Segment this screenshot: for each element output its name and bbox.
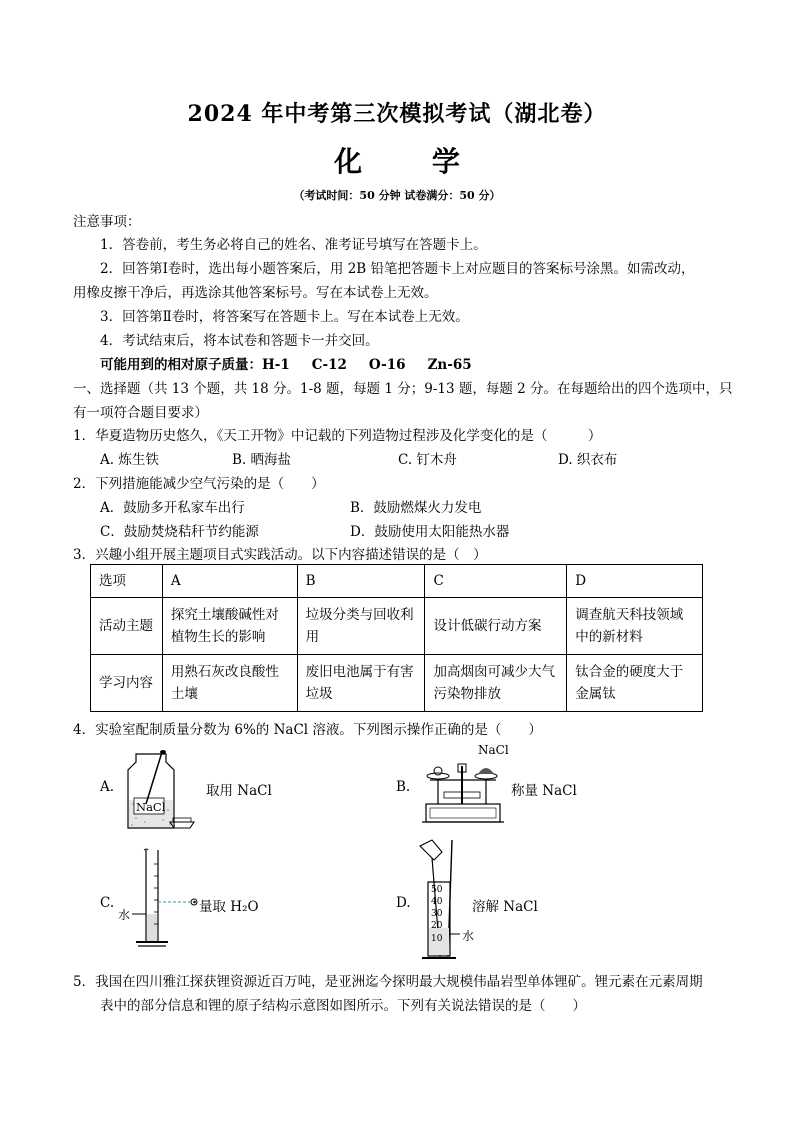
- q4-option-d-label: 水: [462, 929, 475, 943]
- q4-option-a-caption: 取用 NaCl: [206, 783, 272, 799]
- q4-option-b-label: NaCl: [478, 743, 509, 757]
- table-cell: D: [567, 565, 703, 598]
- atomic-mass-label: 可能用到的相对原子质量：: [100, 357, 262, 373]
- q2-option-d: D．鼓励使用太阳能热水器: [350, 524, 510, 540]
- measuring-cylinder-illustration: [118, 848, 202, 952]
- q4-option-c-letter: C.: [100, 895, 115, 911]
- table-cell: 设计低碳行动方案: [425, 598, 567, 655]
- reagent-bottle-spoon-illustration: [118, 748, 204, 834]
- q3-stem: 3．兴趣小组开展主题项目式实践活动。以下内容描述错误的是（ ）: [73, 547, 487, 563]
- q1-option-a: A. 炼生铁: [100, 452, 159, 468]
- section-heading-continued: 有一项符合题目要求）: [73, 405, 208, 421]
- table-header-row: [91, 565, 703, 598]
- q1-option-c: C. 钉木舟: [398, 452, 457, 468]
- atomic-mass-h: H-1: [262, 357, 290, 373]
- q1-stem: 1．华夏造物历史悠久，《天工开物》中记载的下列造物过程涉及化学变化的是（ ）: [73, 428, 602, 444]
- table-cell: 用熟石灰改良酸性土壤: [162, 655, 297, 712]
- q5-stem-continued: 表中的部分信息和锂的原子结构示意图如图所示。下列有关说法错误的是（ ）: [100, 998, 586, 1014]
- table-cell: 废旧电池属于有害垃圾: [297, 655, 425, 712]
- q1-option-b: B. 晒海盐: [232, 452, 292, 468]
- q4-option-c-caption: 量取 H₂O: [199, 899, 259, 915]
- q2-option-c: C．鼓励焚烧秸秆节约能源: [100, 524, 259, 540]
- q4-option-b-caption: 称量 NaCl: [511, 783, 577, 799]
- q4-option-a-letter: A.: [100, 779, 115, 795]
- subject-title: 化 学: [334, 145, 490, 178]
- q4-option-b-letter: B.: [396, 779, 411, 795]
- q4-option-d-letter: D.: [396, 895, 411, 911]
- atomic-mass-zn: Zn-65: [427, 357, 472, 373]
- table-cell: 探究土壤酸碱性对植物生长的影响: [162, 598, 297, 655]
- balance-scale-illustration: [414, 756, 510, 826]
- table-cell: B: [297, 565, 425, 598]
- cylinder-mark-label: 20: [431, 921, 443, 931]
- section-heading: 一、选择题（共 13 个题，共 18 分。1-8 题，每题 1 分；9-13 题，每题 2 分。在每题给出的四个选项中，只: [73, 381, 733, 397]
- cylinder-mark-label: 30: [431, 909, 443, 919]
- atomic-mass-o: O-16: [368, 357, 406, 373]
- cylinder-mark-label: 50: [431, 885, 443, 895]
- table-cell: C: [425, 565, 567, 598]
- note-item-continued: 用橡皮擦干净后，再选涂其他答案标号。写在本试卷上无效。: [73, 285, 438, 301]
- table-cell: 垃圾分类与回收利用: [297, 598, 425, 655]
- exam-title: 2024 年中考第三次模拟考试（湖北卷）: [187, 101, 607, 127]
- notes-heading: 注意事项：: [73, 214, 141, 230]
- cylinder-mark-label: 40: [431, 897, 443, 907]
- q4-option-c-label: 水: [118, 908, 131, 922]
- table-row: [91, 598, 703, 655]
- q4-option-a-label: NaCl: [136, 800, 166, 814]
- atomic-mass-line: [100, 353, 494, 373]
- q2-option-a: A．鼓励多开私家车出行: [100, 500, 245, 516]
- cylinder-mark-label: 10: [431, 934, 443, 944]
- table-cell: 活动主题: [91, 598, 163, 655]
- table-cell: 学习内容: [91, 655, 163, 712]
- q3-table: [90, 564, 703, 712]
- q1-option-d: D. 织衣布: [558, 452, 618, 468]
- note-item: 1．答卷前，考生务必将自己的姓名、准考证号填写在答题卡上。: [100, 237, 487, 253]
- table-cell: 选项: [91, 565, 163, 598]
- table-cell: A: [162, 565, 297, 598]
- q4-option-d-caption: 溶解 NaCl: [472, 899, 538, 915]
- atomic-mass-c: C-12: [311, 357, 347, 373]
- note-item: 2．回答第Ⅰ卷时，选出每小题答案后，用 2B 铅笔把答题卡上对应题目的答案标号涂黑。如需改动，: [100, 261, 695, 277]
- table-cell: 调查航天科技领域中的新材料: [567, 598, 703, 655]
- q4-stem: 4．实验室配制质量分数为 6%的 NaCl 溶液。下列图示操作正确的是（ ）: [73, 722, 542, 738]
- table-cell: 钛合金的硬度大于金属钛: [567, 655, 703, 712]
- note-item: 4．考试结束后，将本试卷和答题卡一并交回。: [100, 333, 379, 349]
- q5-stem: 5．我国在四川雅江探获锂资源近百万吨，是亚洲迄今探明最大规模伟晶岩型单体锂矿。锂元素在元素周期: [73, 974, 703, 990]
- exam-time-info: （考试时间：50 分钟 试卷满分：50 分）: [293, 189, 501, 202]
- table-cell: 加高烟囱可减少大气污染物排放: [425, 655, 567, 712]
- q2-option-b: B．鼓励燃煤火力发电: [350, 500, 482, 516]
- graduated-cylinder-stirring-illustration: [414, 838, 474, 964]
- table-row: [91, 655, 703, 712]
- note-item: 3．回答第Ⅱ卷时，将答案写在答题卡上。写在本试卷上无效。: [100, 309, 469, 325]
- q2-stem: 2．下列措施能减少空气污染的是（ ）: [73, 476, 325, 492]
